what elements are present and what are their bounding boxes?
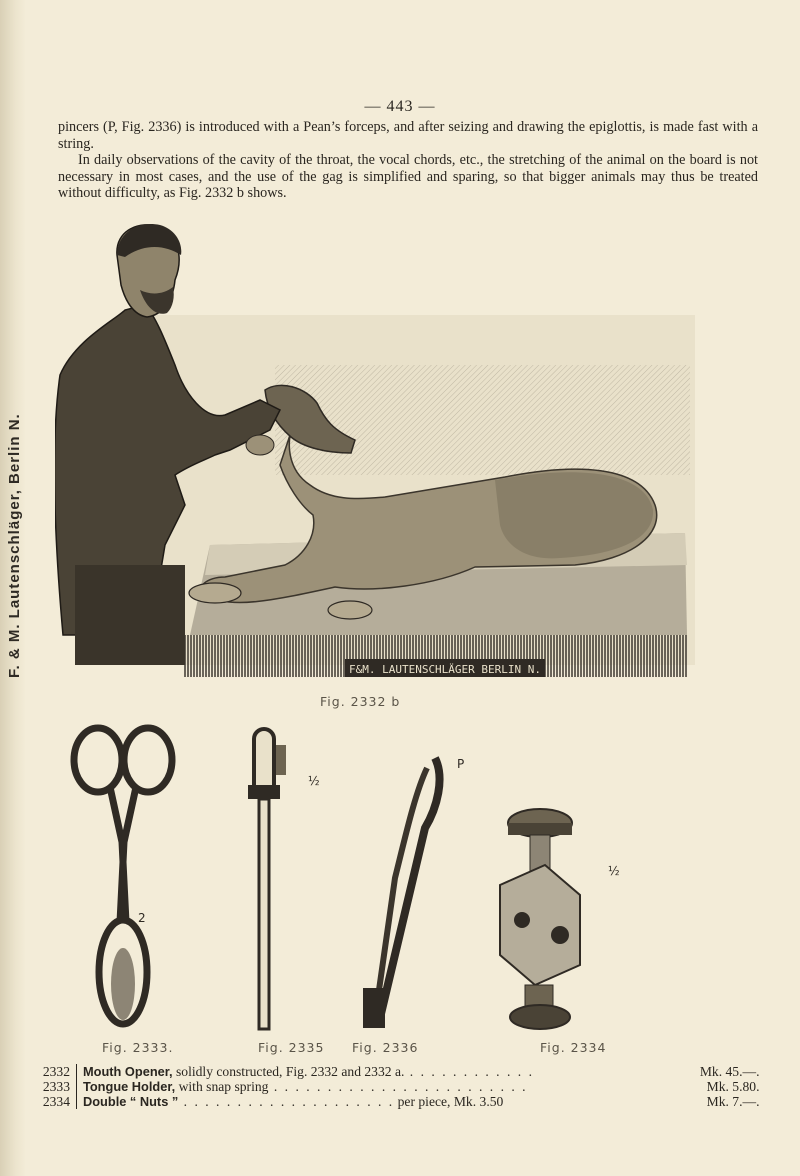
figure-2336-caption: Fig. 2336 [352, 1040, 419, 1055]
wall-hatching [275, 365, 690, 475]
item-number: 2332 [40, 1064, 77, 1079]
item-leader: . . . . . . . . . . . . . . . . . . . . [178, 1094, 395, 1109]
item-name: Mouth Opener, [83, 1064, 173, 1079]
item-price: Mk. 5.80. [706, 1079, 760, 1094]
figure-2334-caption: Fig. 2334 [540, 1040, 607, 1055]
figure-2334-double-nut [490, 805, 620, 1045]
item-name: Tongue Holder, [83, 1079, 176, 1094]
figure-2333-caption: Fig. 2333. [102, 1040, 174, 1055]
fig-2335-mark: ½ [308, 774, 320, 788]
page-number: — 443 — [364, 98, 436, 115]
item-number: 2333 [40, 1079, 77, 1094]
item-leader: . . . . . . . . . . . . [404, 1064, 534, 1079]
item-per-piece: per piece, Mk. 3.50 [397, 1094, 504, 1109]
item-detail: with snap spring [175, 1079, 269, 1094]
item-number: 2334 [40, 1094, 77, 1109]
page-spine [0, 0, 26, 1176]
plate-caption-label: Fig. 2332 b [320, 694, 401, 709]
price-list [40, 1064, 760, 1109]
item-price: Mk. 45.—. [699, 1064, 760, 1079]
paragraph-2: In daily observations of the cavity of the throat, the vocal chords, etc., the stretching of the animal on the board is not necessary in most cases, and the use of the gag is simplified and sparing, so that bigger animals may thus be treated without difficulty, as Fig. 2332 b shows. [58, 152, 758, 201]
price-row [40, 1094, 760, 1109]
item-description [77, 1094, 670, 1109]
figure-2335-caption: Fig. 2335 [258, 1040, 325, 1055]
item-description [77, 1079, 670, 1094]
price-row [40, 1079, 760, 1094]
item-detail: solidly constructed, Fig. 2332 and 2332 a. [172, 1064, 405, 1079]
figure-2333-tongue-holder [70, 722, 180, 1042]
fig-2333-mark: 2 [138, 911, 146, 925]
plate-illustration [55, 215, 695, 690]
item-name: Double “ Nuts ” [83, 1094, 179, 1109]
table-label: F&M. LAUTENSCHLÄGER BERLIN N. [348, 663, 542, 676]
item-description [77, 1064, 670, 1079]
body-text [58, 119, 758, 202]
figure-2336-pincers [345, 748, 475, 1033]
fig-2336-mark: P [457, 757, 465, 771]
price-row [40, 1064, 760, 1079]
paragraph-1: pincers (P, Fig. 2336) is introduced with a Pean’s forceps, and after seizing and drawing the epiglottis, is made fast with a string. [58, 119, 758, 152]
spine-publisher-text: F. & M. Lautenschläger, Berlin N. [6, 413, 23, 678]
item-leader: . . . . . . . . . . . . . . . . . . . . . . . . [268, 1079, 528, 1094]
item-price: Mk. 7.—. [706, 1094, 760, 1109]
figure-2335-instrument [238, 725, 328, 1035]
fig-2334-mark: ½ [608, 864, 620, 878]
